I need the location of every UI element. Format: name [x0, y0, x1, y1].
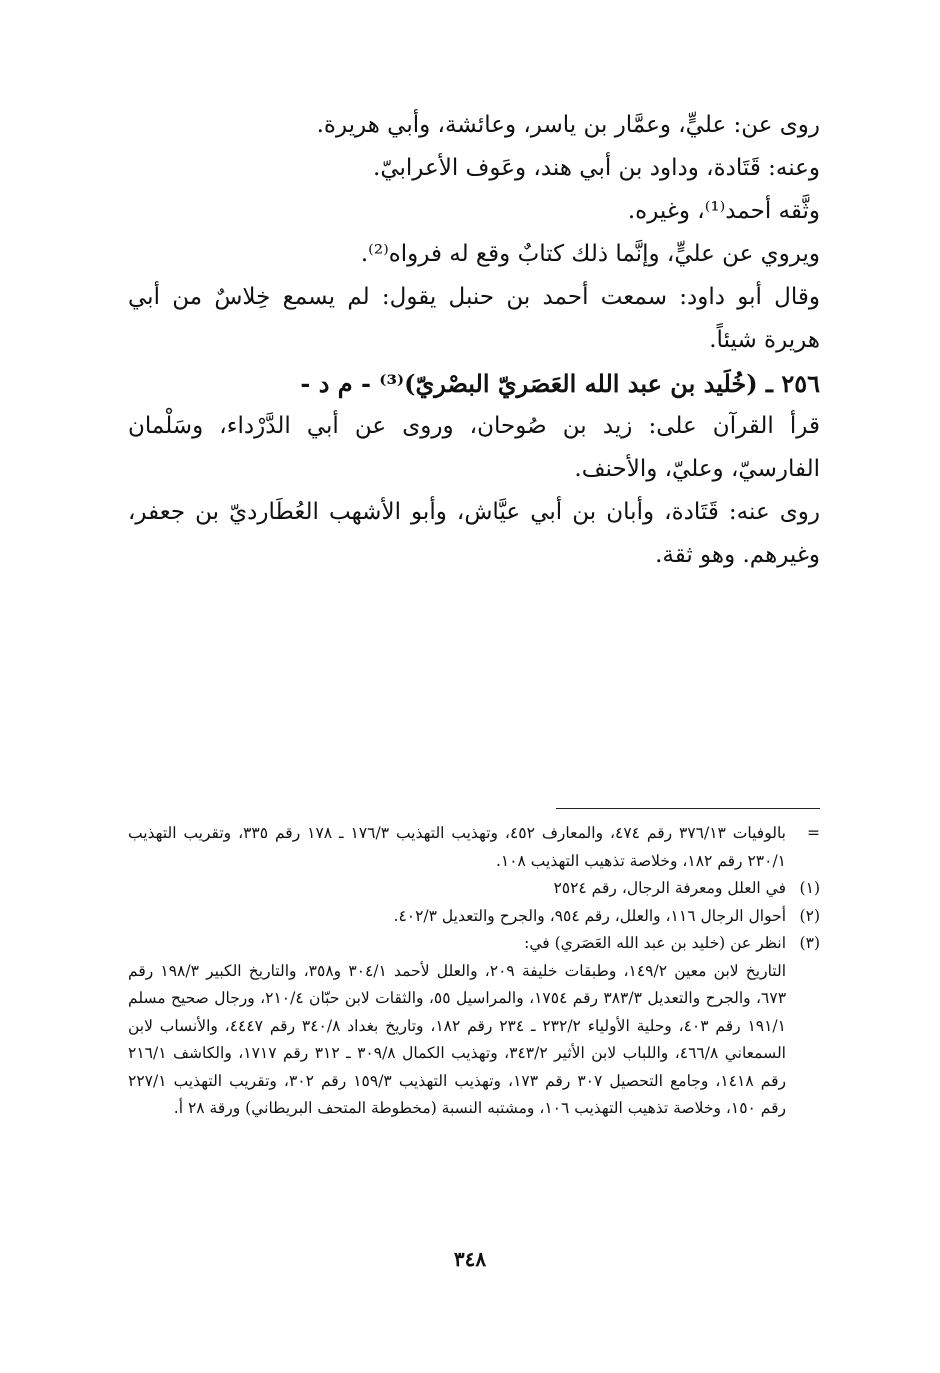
footnote-2 — [128, 903, 820, 931]
footnote-continuation — [128, 820, 820, 875]
footnote-text: في العلل ومعرفة الرجال، رقم ٢٥٢٤ — [553, 879, 786, 897]
entry-line-2: روى عنه: قَتَادة، وأبان بن أبي عيَّاش، وأبو الأشهب العُطَارديّ بن جعفر، وغيرهم. وهو ثقة. — [128, 499, 820, 568]
footnote-mark: (٣) — [799, 934, 820, 952]
footnote-1 — [128, 875, 820, 903]
footnote-separator — [556, 808, 820, 809]
footnote-mark — [786, 958, 820, 1123]
footnote-3 — [128, 930, 820, 958]
footnote-mark: (١) — [799, 879, 820, 897]
footnote-3-sources — [128, 958, 820, 1123]
entry-line-1: قرأ القرآن على: زيد بن صُوحان، وروى عن أبي الدَّرْداء، وسَلْمان الفارسيّ، وعليّ، والأحنف. — [128, 413, 820, 482]
footnote-mark: = — [807, 824, 820, 842]
text-line-5: وقال أبو داود: سمعت أحمد بن حنبل يقول: لم يسمع خِلاسٌ من أبي هريرة شيئاً. — [128, 284, 820, 353]
entry-heading: ٢٥٦ ـ (خُلَيد بن عبد الله العَصَريّ البصْريّ)⁽³⁾ - م د - — [300, 369, 820, 398]
text-line-3: وثَّقه أحمد⁽¹⁾، وغيره. — [627, 198, 820, 224]
text-line-4: ويروي عن عليٍّ، وإنَّما ذلك كتابٌ وقع له فرواه⁽²⁾. — [360, 241, 820, 267]
text-line-1: روى عن: عليٍّ، وعمَّار بن ياسر، وعائشة، وأبي هريرة. — [316, 112, 820, 138]
text-line-2: وعنه: قَتَادة، وداود بن أبي هند، وعَوف الأعرابيّ. — [373, 155, 820, 181]
footnote-text: انظر عن (خليد بن عبد الله العَصَري) في: — [524, 934, 786, 952]
footnote-text: بالوفيات ٣٧٦/١٣ رقم ٤٧٤، والمعارف ٤٥٢، وتهذيب التهذيب ١٧٦/٣ ـ ١٧٨ رقم ٣٣٥، وتقريب التهذيب ٢٣٠/١ رقم ١٨٢، وخلاصة تذهيب التهذيب ١٠٨. — [128, 824, 786, 870]
footnote-text: أحوال الرجال ١١٦، والعلل، رقم ٩٥٤، والجرح والتعديل ٤٠٢/٣. — [393, 906, 786, 925]
footnote-mark: (٢) — [799, 906, 820, 925]
footnotes — [128, 820, 820, 1123]
page-number: ٣٤٨ — [453, 1247, 487, 1271]
main-text — [128, 104, 820, 577]
footnote-text: التاريخ لابن معين ١٤٩/٢، وطبقات خليفة ٢٠٩، والعلل لأحمد ٣٠٤/١ و٣٥٨، والتاريخ الكبير ١٩٨/٣ رقم ٦٧٣، والجرح والتعديل ٣٨٣/٣ رقم ١٧٥٤، والمراسيل ٥٥، والثقات لابن حبّان ٢١٠/٤، ورجال صحيح مسلم ١٩١/١ رقم ٤٠٣، وحلية الأولياء ٢٣٢/٢ ـ ٢٣٤ رقم ١٨٢، وتاريخ بغداد ٣٤٠/٨ رقم ٤٤٤٧، والأنساب لابن السمعاني ٤٦٦/٨، واللباب لابن الأثير ٣٤٣/٢، وتهذيب الكمال ٣٠٩/٨ ـ ٣١٢ رقم ١٧١٧، والكاشف ٢١٦/١ رقم ١٤١٨، وجامع التحصيل ٣٠٧ رقم ١٧٣، وتهذيب التهذيب ١٥٩/٣ رقم ٣٠٢، وتقريب التهذيب ٢٢٧/١ رقم ١٥٠، وخلاصة تذهيب التهذيب ١٠٦، ومشتبه النسبة (مخطوطة المتحف البريطاني) ورقة ٢٨ أ. — [128, 961, 787, 1117]
